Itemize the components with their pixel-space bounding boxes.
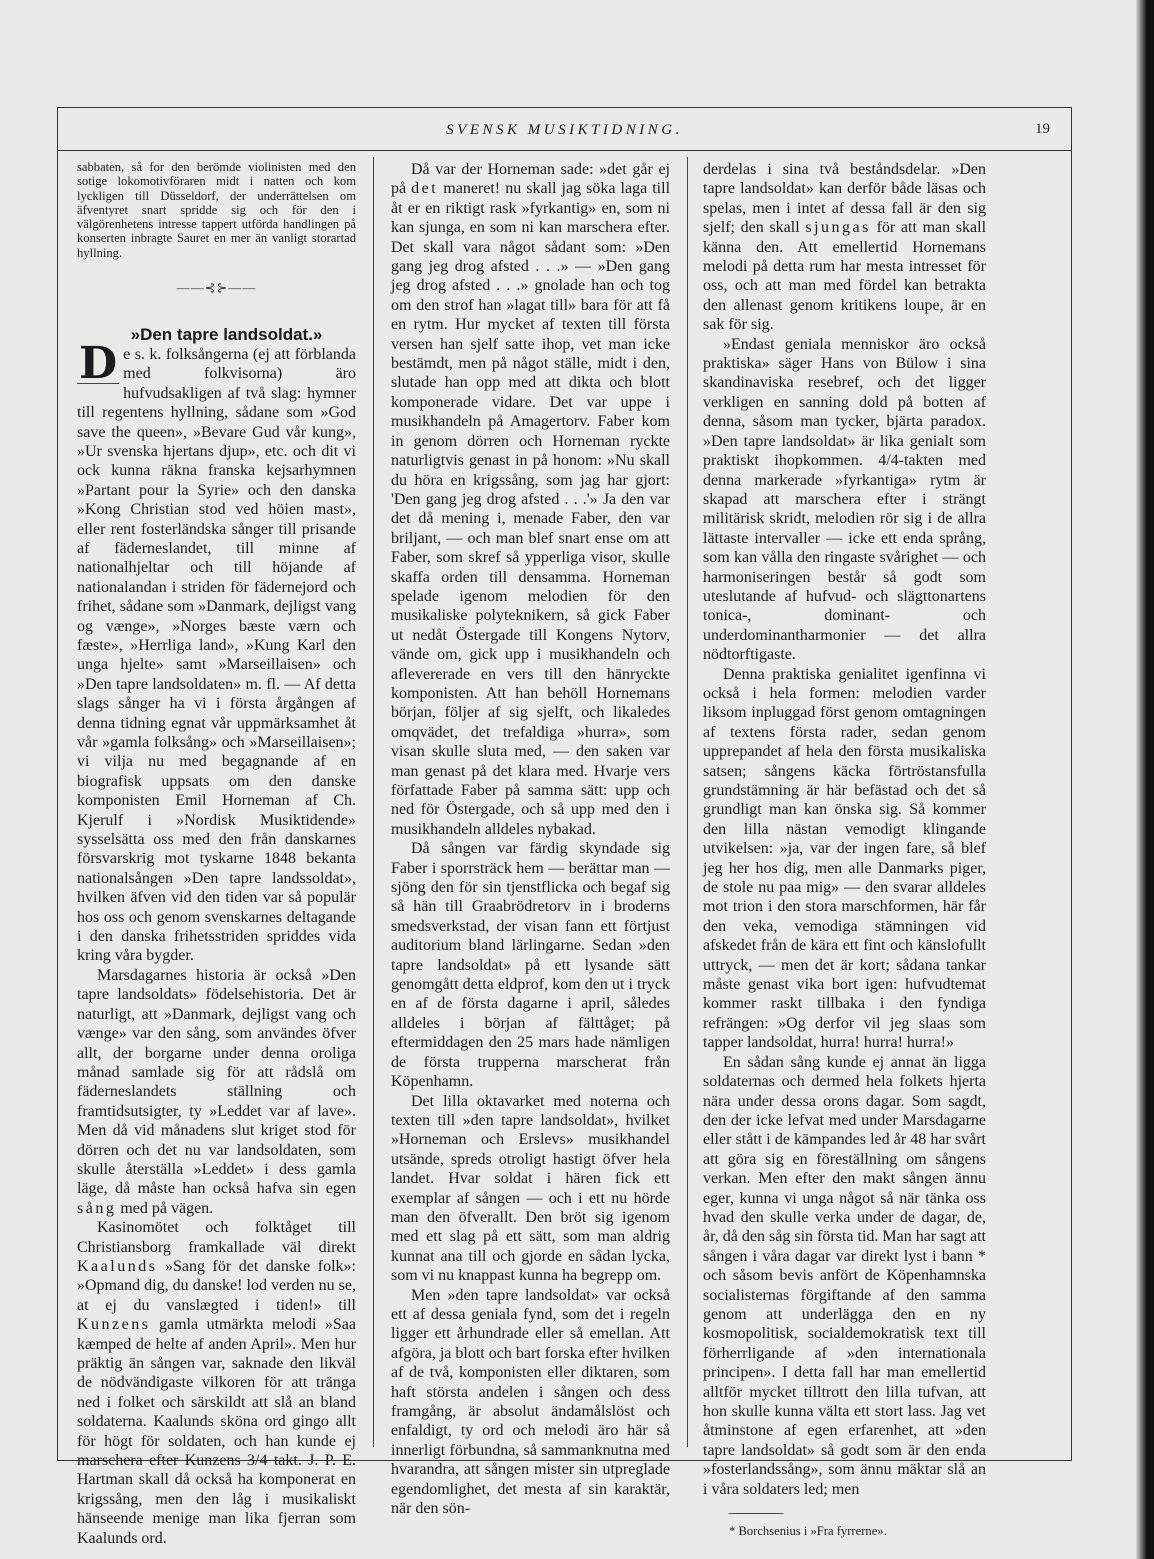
paragraph: »Endast geniala menniskor äro också praktiska» säger Hans von Bülow i sina skandinaviska resebref, och det ligger verkligen en sanning dold på botten af denna, såsom man tycker, bjärta paradox. »Den tapre landsoldat» är lika genialt som praktiskt ihopkommen. 4/4-takten med denna markerade »fyrkantiga» rytm är skapad att marschera efter i strängt militärisk skridt, melodien rör sig i de allra lättaste intervaller — icke ett enda språng, som kan vålla den ringaste svårighet — och harmoniseringen består så godt som uteslutande af hufvud- och slägttonartens tonica-, dominant- och underdominantharmonier — det allra nödtorftigaste. bbox=[703, 335, 986, 664]
header-rule bbox=[57, 150, 1072, 151]
scan-edge bbox=[1136, 0, 1154, 1559]
paragraph: Då var der Horneman sade: »det går ej på det maneret! nu skall jag söka laga till åt er en riktigt rask »fyrkantig» en, som ni kan sjunga, en som ni kan marschera efter. Det skall vara något sådant som: »Den gang jeg drog afsted . . .» — »Den gang jeg drog afsted . . .» gnolade han och tog om den strof han »lagat till» bara för att få en rytm. Hur mycket af texten till första versen han sjelf satte ihop, vet man icke bestämdt, men på något ställe, midt i den, slutade han opp med att dikta och blott komponerade vidare. Det var uppe i musikhandeln på Amagertorv. Faber kom in genom dörren och Horneman ryckte naturligtvis genast in på honom: »Nu skall du höra en krigssång, som jag har gjort: 'Den gang jeg drog afsted . . .'» Ja den var det då mening i, menade Faber, den var briljant, — och man blef snart ense om att Faber, som skref så ypperliga visor, skulle skaffa orden till densamma. Horneman spelade igenom melodien för den musikaliske polyteknikern, så gick Faber ut nedåt Östergade till Kongens Nytorv, vände om, gick upp i musikhandeln och aflevererade en vers till den hänryckte komponisten. Att han behöll Hornemans början, följer af sig sjelft, och likaledes omqvädet, det trefaldiga »hurra», som visan skulle sluta med, — den saken var man genast på det klara med. Hvarje vers författade Faber på samma sätt: upp och ned för Östergade, och så upp med den i musikhandeln alldeles nybakad. bbox=[391, 161, 671, 838]
intro-paragraph: sabbaten, så for den berömde violinisten med den sotige lokomotivföraren midt i natten och kom lyckligen till Düsseldorf, der underrättelsen om äfventyret snart spridde sig och för den i välgörenhetens intresse tappert utförda handlingen på konserten inbragte Sauret en mer än vanligt storartad hyllning. bbox=[77, 160, 356, 260]
paragraph: Då sången var färdig skyndade sig Faber i sporrsträck hem — berättar man — sjöng den för sin tjenstflicka och begaf sig så hän till Graabrödretorv in i broderns smedsverkstad, der visan fann ett förtjust auditorium bland lärlingarne. Sedan »den tapre landsoldat» på ett lysande sätt genomgått detta eldprof, kom den ut i tryck en af de första dagarne i april, således alldeles i början af fälttåget; på eftermiddagen den 25 mars hade nämligen de första trupperna marscherat från Köpenhamn. bbox=[391, 840, 670, 1091]
footnote-rule bbox=[729, 1513, 783, 1514]
paragraph: D e s. k. folksångerna (ej att förblanda med folkvisorna) äro hufvudsakligen af två slag: hymner till regentens hyllning, sådane som »God save the queen», »Bevare Gud vår kung», »Ur svenska hjertans djup», etc. och dit vi ock kunna räkna franska kejsarhymnen »Partant pour la Syrie» och den danska »Kong Christian stod ved höien mast», eller rent fosterländska sånger till prisande af fäderneslandet, till minne af nationalhjeltar och till höjande af nationalandan i striden för fädernejord och frihet, sådane som »Danmark, dejligst vang og vænge», »Norges bæste værn och fæste», »Herrliga land», »Kung Karl den unga hjelte» samt »Marseillaisen» och »Den tapre landsoldaten» m. fl. — Af detta slags sånger ha vi i första årgången af denna tidning egnat vår uppmärksamhet åt vår »gamla folksång» och »Marseillaisen»; vi vilja nu med begagnande af en biografisk uppsats om den danske komponisten Emil Horneman af Ch. Kjerulf i »Nordisk Musiktidende» sysselsätta oss med den från danskarnes försvarskrig mot tyskarne 1848 bekanta nationalsången »Den tapre landssoldat», hvilken äfven vid den tiden var så populär hos oss och genom svenskarnes deltagande i den danska frihetsstriden spriddes vida kring våra bygder. bbox=[77, 337, 356, 965]
paragraph: derdelas i sina två beståndsdelar. »Den tapre landsoldat» kan derför både läsas och spelas, men i intet af dessa fall är den sig sjelf; den skall sjungas för att man skall känna den. Att emellertid Hornemans melodi på detta rum har mesta intresset för oss, och att man med fördel kan betrakta den allenast genom kritikens loupe, är en sak för sig. bbox=[703, 161, 987, 334]
column-rule-2 bbox=[687, 157, 688, 1447]
article-title: »Den tapre landsoldat.» bbox=[130, 325, 323, 345]
section-ornament: ——⊰⊱—— bbox=[176, 280, 257, 296]
column-rule-1 bbox=[373, 157, 374, 1447]
paragraph: Det lilla oktavarket med noterna och texten till »den tapre landsoldat», hvilket »Horneman och Erslevs» musikhandel utsände, spreds otroligt hastigt öfver hela landet. Hvar soldat i hären fick ett exemplar af sången — och i ett nu hörde man den öfverallt. Den bröt sig igenom med ett slag på ett sätt, som man aldrig kunnat ana till och gjorde en sådan lycka, som vi nu knappast kunna ha begrepp om. bbox=[391, 1092, 670, 1285]
paragraph: Kasinomötet och folktåget till Christiansborg framkallade väl direkt Kaalunds »Sang för det danske folk»: »Opmand dig, du danske! lod verden nu se, at ej du vanslægted i tiden!» till Kunzens gamla utmärkta melodi »Saa kæmped de helte af anden April». Men hur präktig än sången var, saknade den likväl de nödvändigaste vilkoren för att tränga ned i folket och särskildt att slå an bland soldaterna. Kaalunds sköna ord gingo allt för högt för soldaten, och han kunde ej marschera efter Kunzens 3/4 takt. J. P. E. Hartman skall då också ha komponerat en krigssång, men den låg i musikaliskt hänseende menige man lika fjerran som Kaalunds ord. bbox=[77, 1219, 357, 1547]
footnote: * Borchsenius i »Fra fyrrerne». bbox=[729, 1524, 887, 1539]
paragraph: Denna praktiska genialitet igenfinna vi också i hela formen: melodien varder liksom inpluggad först genom omtagningen af textens första rader, sedan genom upprepandet af hela den första musikaliska satsen; sångens käcka förtröstansfulla grundstämning är här befästad och det så grundligt man kan önska sig. Så kommer den lilla nästan vemodigt klingande utvikelsen: »ja, var der ingen fare, så blef jeg her hos dig, men alle Danmarks piger, de stole nu paa mig» — den svarar alldeles mot trion i den stora marschformen, här får den veka, vemodiga stämningen vid afskedet från de kära ett fint och känslofullt uttryck, — men det är kort; sådana tankar måste genast vika bort igen: hufvudtemat kommer raskt tillbaka i den fyndiga refrängen: »Og derfor vil jeg slaas som tapper landsoldat, hurra! hurra! hurra!» bbox=[703, 665, 986, 1052]
drop-cap: D bbox=[79, 337, 118, 389]
column-2 bbox=[391, 160, 670, 1518]
paragraph: Marsdagarnes historia är också »Den tapre landsoldats» födelsehistoria. Det är naturligt, att »Danmark, dejligst vang och vænge» var den sång, som användes öfver allt, der borgarne under denna oroliga månad samlade sig för att rådslå om fäderneslandets ställning och framtidsutsigter, ty »Leddet var af lave». Men då vid månadens slut kriget stod för dörren och det nu var landsoldaten, som skulle återställa »Leddet» i dess gamla läge, då måste han också hafva sin egen sång med på vägen. bbox=[77, 966, 356, 1217]
page-number: 19 bbox=[1035, 121, 1050, 137]
paragraph: En sådan sång kunde ej annat än ligga soldaternas och dermed hela folkets hjerta nära under dessa orons dagar. Som sagdt, den der icke lefvat med under Marsdagarne eller stått i de kämpandes led år 48 har svårt att göra sig en föreställning om sångens verkan. Men efter den makt sången ännu eger, kunna vi unga något så när tänka oss hvad den skulle verka under de dagar, de, år, då den såg sin första tid. Man har sagt att sången i våra dagar var direkt lyst i bann * och såsom bevis anfört de Köpenhamnska socialisternas förgiftande af den samma genom att underlägga den en ny kosmopolitisk, socialdemokratisk text till förherrligande af »den internationala principen». I detta fall har man emellertid alltför mycket tilltrott den lilla tufvan, att hon skulle kunna välta ett stort lass. Jag vet åtminstone af egen erfarenhet, att »den tapre landsoldat» så godt som är den enda »fosterlandssång», som ännu mäktar slå an i våra soldaters led; men bbox=[703, 1053, 986, 1498]
column-1 bbox=[77, 160, 356, 1548]
column-3 bbox=[703, 160, 986, 1541]
paragraph: Men »den tapre landsoldat» var också ett af dessa geniala fynd, som det i regeln ligger ett århundrade eller så emellan. Att afgöra, ja blott och bart forska efter hvilken af de två, komponisten eller diktaren, som haft största andelen i sången och dess framgång, är absolut ändamålslöst och enfaldigt, ty ord och melodi äro här så innerligt förbundna, så sammanknutna med hvarandra, att sången mister sin utpreglade egendomlighet, det mesta af sin karaktär, när den sön- bbox=[391, 1286, 670, 1518]
running-head: SVENSK MUSIKTIDNING. bbox=[446, 122, 683, 138]
